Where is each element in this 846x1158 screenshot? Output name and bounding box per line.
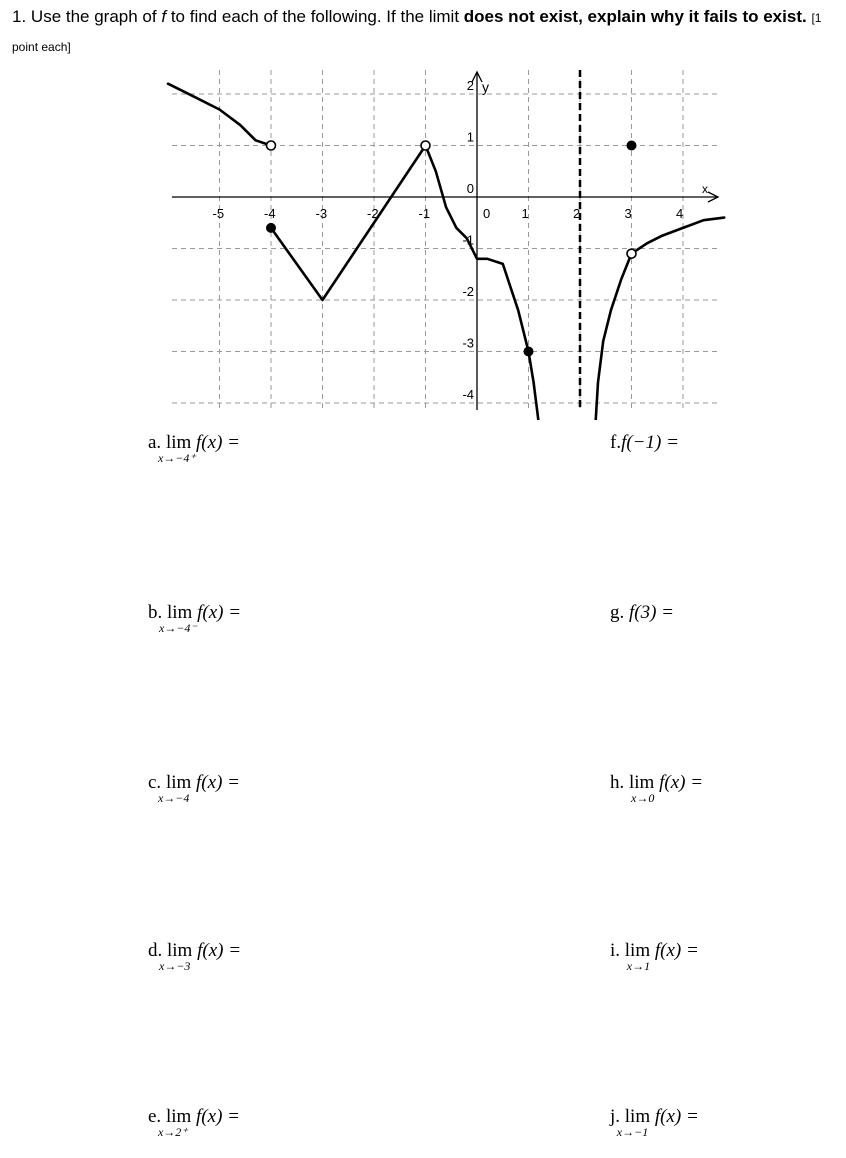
problem-c	[148, 772, 240, 805]
problem-expression: f(x) =	[659, 772, 704, 793]
curve-segments	[168, 84, 724, 420]
x-tick-label: -3	[315, 206, 328, 221]
limit-subscript: x→−4	[157, 791, 190, 805]
y-tick-label: 0	[466, 181, 474, 196]
question-text-1: Use the graph of	[30, 7, 157, 26]
curve-right-branch-low	[596, 254, 632, 420]
y-tick-label: 2	[466, 78, 474, 93]
closed-point	[267, 223, 276, 232]
curve-v-segment	[271, 146, 426, 301]
limit-subscript: x→−4⁺	[157, 451, 196, 465]
open-point	[267, 141, 276, 150]
problem-expression: f(x) =	[197, 602, 242, 623]
y-tick-label: -1	[462, 232, 474, 248]
problem-j	[610, 1106, 699, 1139]
limit-subscript: x→−1	[616, 1125, 649, 1139]
limit-subscript: x→−3	[159, 959, 191, 973]
limit-subscript: x→2⁺	[157, 1125, 188, 1139]
x-tick-label: -1	[418, 206, 431, 221]
problem-letter: g.	[610, 602, 625, 623]
grid-lines	[172, 70, 718, 410]
x-tick-label: 2	[573, 206, 581, 221]
x-tick-label: -5	[212, 206, 225, 221]
limit-operator: lim x→−3	[159, 940, 193, 973]
problem-e	[148, 1106, 240, 1139]
problem-b	[148, 602, 242, 635]
curve-drop-segment	[426, 146, 539, 421]
function-graph	[0, 0, 846, 420]
problem-letter: c.	[148, 772, 162, 793]
problem-expression: f(x) =	[196, 772, 240, 793]
limit-subscript: x→−4⁻	[159, 621, 197, 635]
problem-expression: f(x) =	[654, 940, 699, 961]
problem-d	[148, 940, 242, 973]
problem-letter: f.	[610, 432, 622, 453]
question-number: 1.	[12, 7, 27, 26]
limit-subscript: x→1	[626, 959, 651, 973]
x-tick-label: 0	[483, 206, 491, 221]
x-tick-label: 1	[521, 206, 529, 221]
problem-expression: f(x) =	[654, 1106, 699, 1127]
limit-operator: lim x→−1	[616, 1106, 651, 1139]
tick-labels	[213, 78, 709, 402]
x-axis-label: x	[702, 182, 708, 196]
problem-letter: j.	[610, 1106, 621, 1127]
open-point	[627, 249, 636, 258]
problem-i	[610, 940, 699, 973]
y-tick-label: -4	[462, 387, 474, 402]
problem-g	[610, 602, 674, 624]
y-tick-label: -3	[462, 335, 474, 351]
points-note: [1 point each]	[12, 11, 822, 54]
problem-expression: f(x) =	[196, 1106, 240, 1127]
limit-operator: lim x→0	[629, 772, 655, 805]
axes	[172, 70, 718, 410]
problem-expression: f(x) =	[197, 940, 242, 961]
y-tick-label: -2	[462, 284, 474, 299]
question-text-2: to find each of the following. If the limit	[170, 7, 460, 26]
problem-letter: h.	[610, 772, 625, 793]
x-tick-label: -2	[367, 206, 379, 221]
x-tick-label: 4	[676, 206, 684, 221]
closed-point	[524, 347, 533, 356]
problem-expression: f(−1) =	[621, 432, 679, 453]
limit-operator: lim x→−4	[157, 772, 192, 805]
problem-letter: a.	[148, 432, 162, 453]
problem-letter: d.	[148, 940, 163, 961]
problem-expression: f(3) =	[629, 602, 675, 623]
function-name: f	[161, 7, 167, 26]
limit-operator: lim x→−4⁻	[159, 602, 197, 635]
y-axis-label: y	[482, 79, 489, 95]
problem-f	[610, 432, 679, 454]
problem-letter: e.	[148, 1106, 162, 1127]
closed-point	[627, 141, 636, 150]
problem-h	[610, 772, 704, 805]
problem-letter: b.	[148, 602, 163, 623]
open-point	[421, 141, 430, 150]
problem-letter: i.	[610, 940, 621, 961]
question-bold-text: does not exist, explain why it fails to exist.	[463, 7, 807, 26]
limit-operator: lim x→2⁺	[157, 1106, 192, 1139]
y-tick-label: 1	[466, 129, 474, 145]
x-tick-label: 3	[624, 206, 632, 221]
limit-operator: lim x→−4⁺	[157, 432, 196, 465]
problem-expression: f(x) =	[196, 432, 240, 453]
problem-a	[148, 432, 240, 465]
limit-subscript: x→0	[631, 791, 655, 805]
x-tick-label: -4	[264, 206, 276, 221]
limit-operator: lim x→1	[624, 940, 651, 973]
